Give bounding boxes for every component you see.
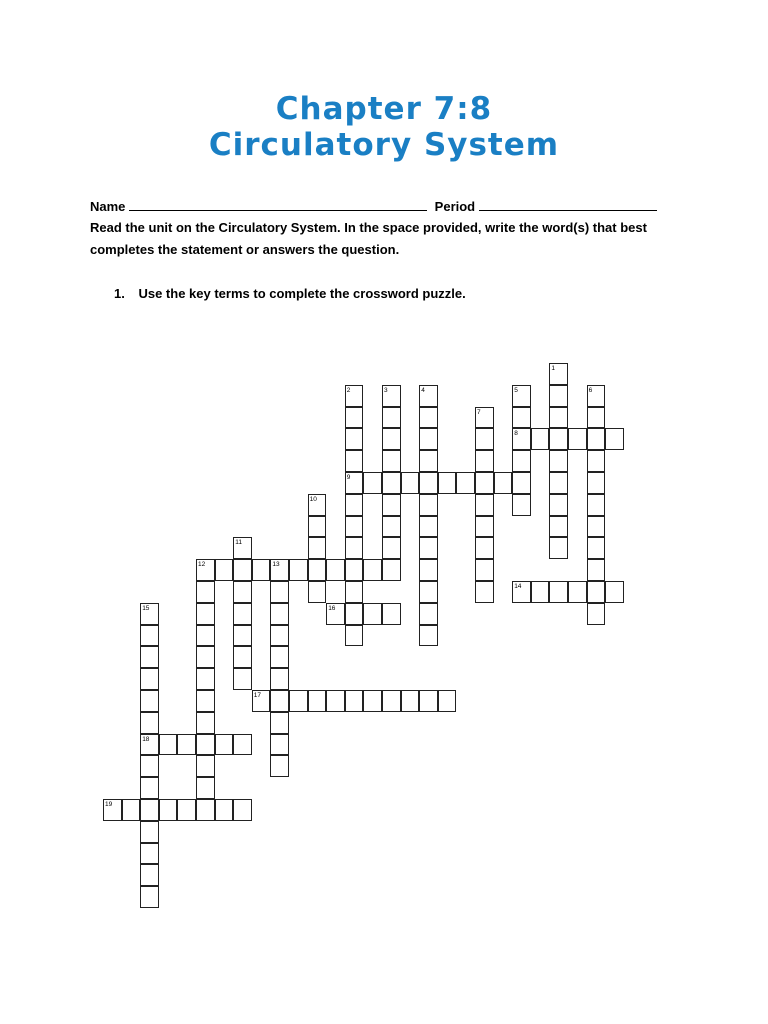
crossword-cell[interactable] [270, 755, 289, 777]
clue-number: 5 [514, 386, 518, 394]
crossword-cell[interactable] [494, 472, 513, 494]
crossword-cell[interactable] [345, 603, 364, 625]
crossword-cell[interactable] [419, 450, 438, 472]
crossword-cell[interactable] [512, 494, 531, 516]
crossword-cell[interactable] [512, 450, 531, 472]
crossword-cell[interactable] [382, 450, 401, 472]
clue-number: 2 [346, 386, 351, 394]
crossword-cell[interactable] [233, 646, 252, 668]
crossword-cell[interactable] [549, 494, 568, 516]
clue-number: 10 [309, 495, 317, 503]
crossword-cell[interactable] [512, 472, 531, 494]
crossword-cell[interactable] [568, 581, 587, 603]
crossword-cell[interactable] [345, 690, 364, 712]
crossword-cell[interactable] [140, 646, 159, 668]
crossword-cell[interactable] [196, 734, 215, 756]
crossword-cell[interactable] [252, 559, 271, 581]
crossword-cell[interactable] [382, 516, 401, 538]
clue-number: 16 [328, 604, 336, 612]
crossword-cell[interactable] [196, 581, 215, 603]
question-number: 1. [114, 286, 125, 301]
crossword-cell[interactable] [475, 559, 494, 581]
crossword-cell[interactable] [345, 581, 364, 603]
crossword-cell[interactable] [549, 385, 568, 407]
clue-number: 17 [253, 692, 262, 699]
crossword-cell[interactable] [215, 799, 234, 821]
crossword-cell[interactable] [140, 843, 159, 865]
crossword-cell[interactable] [549, 472, 568, 494]
crossword-cell[interactable] [196, 625, 215, 647]
crossword-cell[interactable] [270, 646, 289, 668]
crossword-cell[interactable] [475, 516, 494, 538]
crossword-cell[interactable] [345, 494, 364, 516]
crossword-cell[interactable] [587, 494, 606, 516]
crossword-cell[interactable] [140, 799, 159, 821]
crossword-cell[interactable] [140, 690, 159, 712]
crossword-cell[interactable] [419, 516, 438, 538]
crossword-cell[interactable] [401, 690, 420, 712]
crossword-cell[interactable] [549, 450, 568, 472]
crossword-cell[interactable] [140, 886, 159, 908]
crossword-cell[interactable] [196, 777, 215, 799]
period-blank[interactable] [479, 198, 657, 211]
crossword-cell[interactable] [549, 428, 568, 450]
crossword-cell[interactable] [382, 537, 401, 559]
crossword-cell[interactable] [363, 690, 382, 712]
crossword-cell[interactable] [587, 516, 606, 538]
crossword-cell[interactable] [419, 625, 438, 647]
page-title-line-2: Circulatory System [208, 127, 560, 163]
crossword-cell[interactable] [270, 603, 289, 625]
instructions-line-1: Read the unit on the Circulatory System. In the space provided, write the word(s) that best [90, 220, 647, 235]
name-label: Name [90, 199, 126, 214]
crossword-cell[interactable] [475, 428, 494, 450]
crossword-cell[interactable] [270, 668, 289, 690]
crossword-cell[interactable] [196, 668, 215, 690]
crossword-cell[interactable] [140, 777, 159, 799]
crossword-cell[interactable] [475, 472, 494, 494]
crossword-cell[interactable] [549, 581, 568, 603]
crossword-cell[interactable] [270, 625, 289, 647]
crossword-cell[interactable] [419, 559, 438, 581]
clue-number: 3 [384, 386, 388, 394]
crossword-cell[interactable] [475, 581, 494, 603]
crossword-cell[interactable] [233, 734, 252, 756]
crossword-cell[interactable] [587, 407, 606, 429]
crossword-cell[interactable] [363, 559, 382, 581]
crossword-cell[interactable] [438, 472, 457, 494]
crossword-cell[interactable] [531, 428, 550, 450]
crossword-cell[interactable] [382, 690, 401, 712]
crossword-cell[interactable] [177, 734, 196, 756]
crossword-cell[interactable] [270, 734, 289, 756]
clue-number: 8 [514, 430, 518, 438]
crossword-cell[interactable] [289, 690, 308, 712]
crossword-cell[interactable] [233, 559, 252, 581]
instructions-line-2: completes the statement or answers the question. [90, 242, 400, 257]
period-label: Period [434, 199, 476, 214]
crossword-cell[interactable] [177, 799, 196, 821]
crossword-cell[interactable] [215, 559, 234, 581]
crossword-cell[interactable] [363, 472, 382, 494]
crossword-cell[interactable] [345, 428, 364, 450]
crossword-cell[interactable] [419, 407, 438, 429]
crossword-cell[interactable] [568, 428, 587, 450]
crossword-cell[interactable] [215, 734, 234, 756]
crossword-cell[interactable] [456, 472, 475, 494]
crossword-cell[interactable] [605, 428, 624, 450]
crossword-cell[interactable] [587, 603, 606, 625]
crossword-cell[interactable] [345, 559, 364, 581]
clue-number: 19 [105, 801, 113, 808]
crossword-cell[interactable] [308, 516, 327, 538]
clue-number: 15 [142, 604, 150, 612]
clue-number: 12 [198, 561, 206, 569]
crossword-cell[interactable] [270, 690, 289, 712]
clue-number: 6 [588, 386, 593, 394]
crossword-cell[interactable] [289, 559, 308, 581]
crossword-cell[interactable] [382, 428, 401, 450]
crossword-cell[interactable] [308, 690, 327, 712]
question-text: Use the key terms to complete the crossword puzzle. [138, 286, 466, 301]
crossword-cell[interactable] [587, 559, 606, 581]
crossword-cell[interactable] [196, 646, 215, 668]
crossword-cell[interactable] [326, 559, 345, 581]
crossword-cell[interactable] [587, 581, 606, 603]
crossword-cell[interactable] [270, 712, 289, 734]
crossword-cell[interactable] [438, 690, 457, 712]
crossword-cell[interactable] [308, 581, 327, 603]
crossword-cell[interactable] [382, 559, 401, 581]
name-blank[interactable] [129, 198, 427, 211]
crossword-cell[interactable] [122, 799, 141, 821]
crossword-cell[interactable] [159, 734, 178, 756]
clue-number: 13 [272, 561, 280, 569]
crossword-cell[interactable] [140, 755, 159, 777]
crossword-cell[interactable] [419, 690, 438, 712]
clue-number: 9 [346, 474, 351, 481]
crossword-cell[interactable] [531, 581, 550, 603]
crossword-cell[interactable] [363, 603, 382, 625]
clue-number: 14 [514, 583, 522, 590]
crossword-cell[interactable] [419, 581, 438, 603]
crossword-cell[interactable] [345, 516, 364, 538]
clue-number: 4 [421, 386, 425, 394]
crossword-cell[interactable] [196, 603, 215, 625]
crossword-cell[interactable] [419, 494, 438, 516]
crossword-cell[interactable] [345, 407, 364, 429]
crossword-cell[interactable] [587, 450, 606, 472]
crossword-cell[interactable] [326, 690, 345, 712]
crossword-cell[interactable] [233, 668, 252, 690]
crossword-cell[interactable] [159, 799, 178, 821]
crossword-cell[interactable] [233, 581, 252, 603]
crossword-cell[interactable] [308, 559, 327, 581]
crossword-cell[interactable] [140, 625, 159, 647]
clue-number: 7 [477, 408, 481, 416]
crossword-cell[interactable] [605, 581, 624, 603]
crossword-cell[interactable] [382, 494, 401, 516]
crossword-cell[interactable] [512, 407, 531, 429]
crossword-cell[interactable] [419, 537, 438, 559]
crossword-cell[interactable] [140, 712, 159, 734]
crossword-cell[interactable] [587, 537, 606, 559]
crossword-cell[interactable] [140, 821, 159, 843]
crossword-cell[interactable] [419, 428, 438, 450]
crossword-cell[interactable] [345, 625, 364, 647]
crossword-cell[interactable] [475, 537, 494, 559]
crossword-cell[interactable] [549, 407, 568, 429]
crossword-cell[interactable] [196, 755, 215, 777]
crossword-cell[interactable] [475, 494, 494, 516]
crossword-cell[interactable] [233, 603, 252, 625]
clue-number: 18 [142, 735, 150, 743]
crossword-cell[interactable] [196, 799, 215, 821]
crossword-cell[interactable] [270, 581, 289, 603]
crossword-cell[interactable] [475, 450, 494, 472]
crossword-cell[interactable] [401, 472, 420, 494]
name-period-line [90, 198, 657, 214]
crossword-cell[interactable] [233, 625, 252, 647]
crossword-cell[interactable] [382, 472, 401, 494]
crossword-cell[interactable] [196, 712, 215, 734]
question-1 [114, 286, 466, 301]
crossword-cell[interactable] [382, 603, 401, 625]
crossword-cell[interactable] [587, 472, 606, 494]
crossword-cell[interactable] [419, 603, 438, 625]
crossword-cell[interactable] [140, 668, 159, 690]
crossword-cell[interactable] [196, 690, 215, 712]
crossword-cell[interactable] [587, 428, 606, 450]
crossword-cell[interactable] [345, 537, 364, 559]
page-title-line-1: Chapter 7:8 [275, 91, 493, 127]
crossword-cell[interactable] [549, 537, 568, 559]
crossword-cell[interactable] [140, 864, 159, 886]
crossword-cell[interactable] [382, 407, 401, 429]
clue-number: 1 [551, 365, 556, 372]
crossword-cell[interactable] [549, 516, 568, 538]
crossword-cell[interactable] [419, 472, 438, 494]
clue-number: 11 [235, 539, 242, 547]
crossword-cell[interactable] [345, 450, 364, 472]
crossword-cell[interactable] [233, 799, 252, 821]
crossword-cell[interactable] [308, 537, 327, 559]
